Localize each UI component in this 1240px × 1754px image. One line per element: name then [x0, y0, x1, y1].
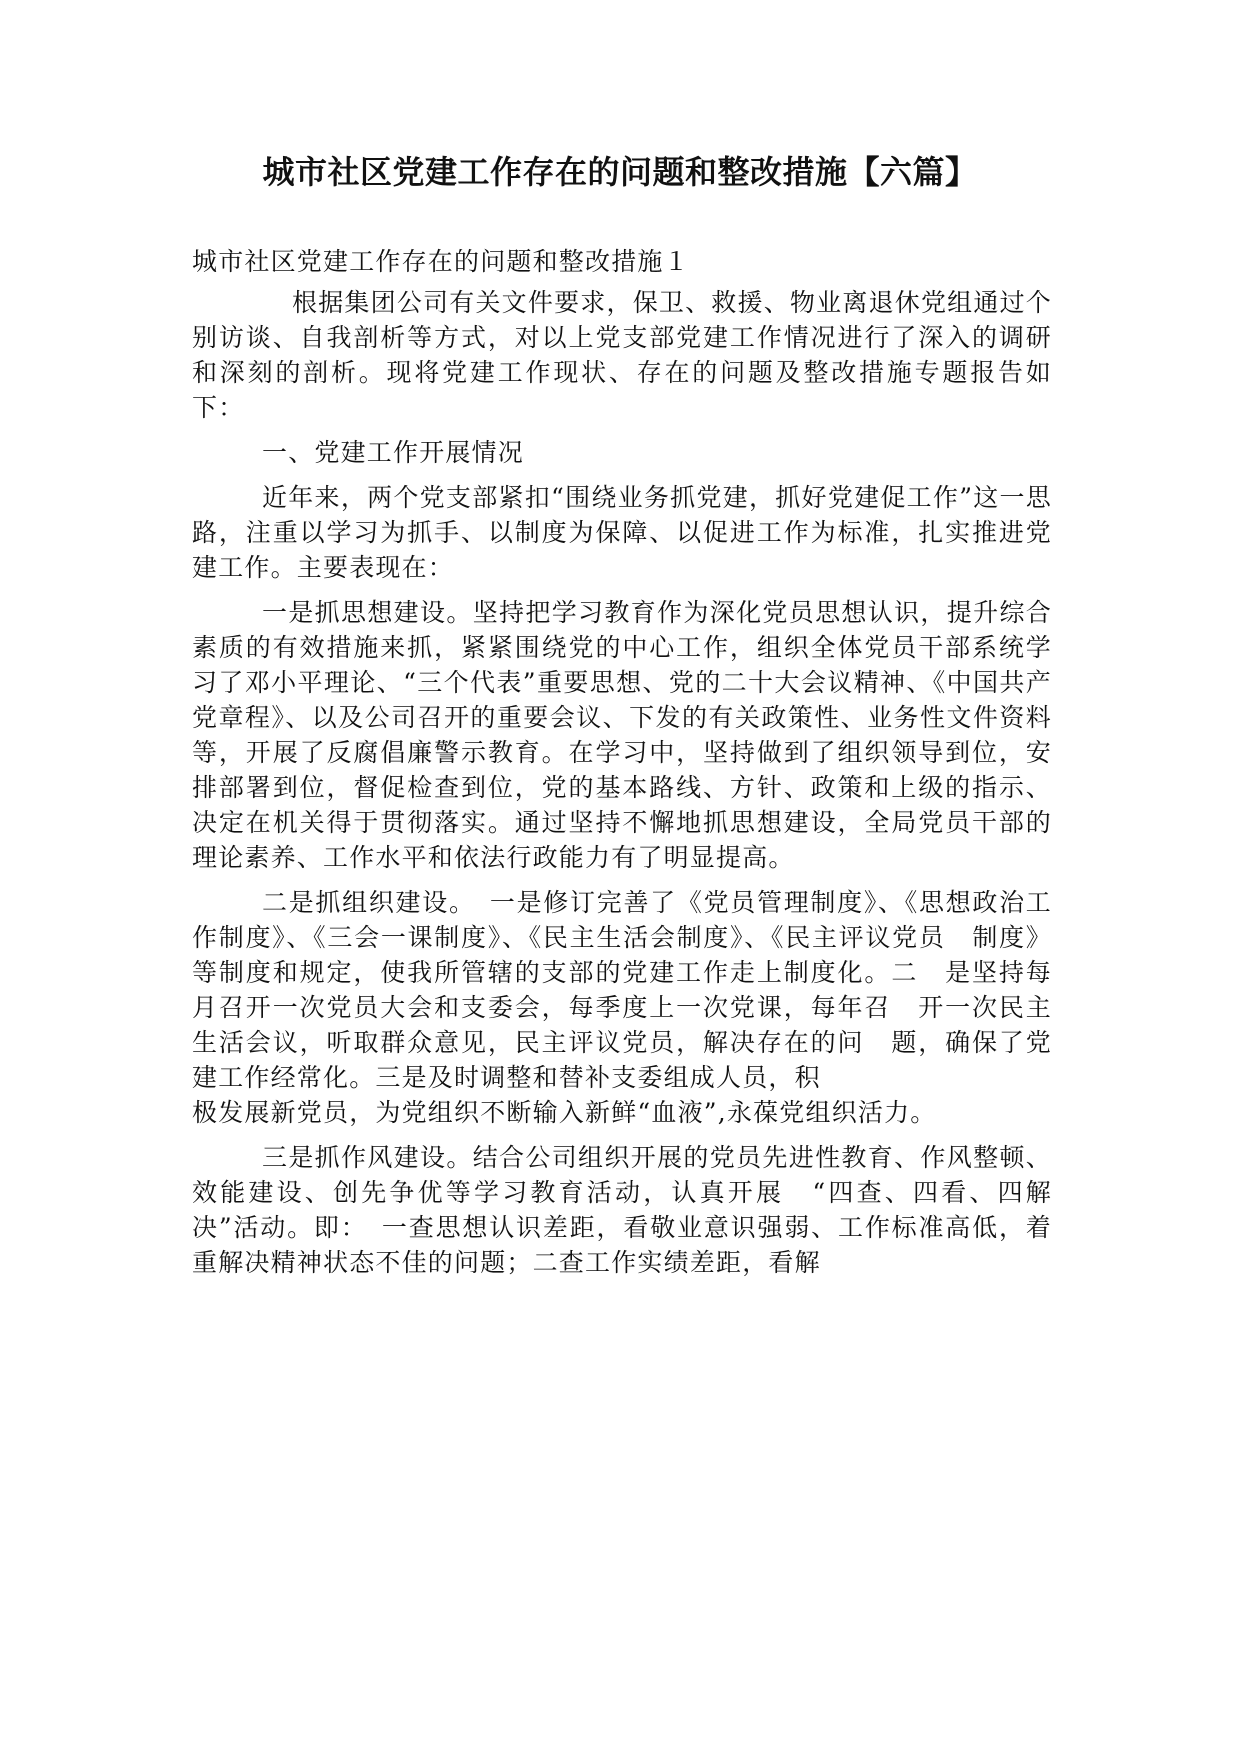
document-title: 城市社区党建工作存在的问题和整改措施【六篇】: [262, 153, 978, 191]
paragraph-workstyle: 三是抓作风建设。结合公司组织开展的党员先进性教育、作风整顿、效能建设、创先争优等学习教育活动，认真开展 “四查、四看、四解决”活动。即： 一查思想认识差距，看敬业意识强弱、工作标准高低，着重解决精神状态不佳的问题；二查工作实绩差距，看解: [192, 1143, 1052, 1277]
paragraph-organization-cont: 极发展新党员，为党组织不断输入新鲜“血液”,永葆党组织活力。: [192, 1098, 937, 1127]
section-heading-1: 一、党建工作开展情况: [262, 438, 525, 467]
section-subtitle: 城市社区党建工作存在的问题和整改措施１: [192, 247, 690, 276]
paragraph-intro: 根据集团公司有关文件要求，保卫、救援、物业离退休党组通过个别访谈、自我剖析等方式，对以上党支部党建工作情况进行了深入的调研和深刻的剖析。现将党建工作现状、存在的问题及整改措施专题报告如下：: [192, 288, 1052, 422]
paragraph-ideology: 一是抓思想建设。坚持把学习教育作为深化党员思想认识，提升综合素质的有效措施来抓，紧紧围绕党的中心工作，组织全体党员干部系统学习了邓小平理论、“三个代表”重要思想、党的二十大会议精神、《中国共产党章程》、以及公司召开的重要会议、下发的有关政策性、业务性文件资料等，开展了反腐倡廉警示教育。在学习中，坚持做到了组织领导到位，安排部署到位，督促检查到位，党的基本路线、方针、政策和上级的指示、决定在机关得于贯彻落实。通过坚持不懈地抓思想建设，全局党员干部的理论素养、工作水平和依法行政能力有了明显提高。: [192, 598, 1052, 872]
paragraph-overview: 近年来，两个党支部紧扣“围绕业务抓党建，抓好党建促工作”这一思路，注重以学习为抓手、以制度为保障、以促进工作为标准，扎实推进党建工作。主要表现在：: [192, 483, 1052, 582]
paragraph-organization: 二是抓组织建设。 一是修订完善了《党员管理制度》、《思想政治工作制度》、《三会一课制度》、《民主生活会制度》、《民主评议党员 制度》等制度和规定，使我所管辖的支部的党建工作走上制度化。二 是坚持每月召开一次党员大会和支委会，每季度上一次党课，每年召 开一次民主生活会议，听取群众意见，民主评议党员，解决存在的问 题，确保了党建工作经常化。三是及时调整和替补支委组成人员，积: [192, 888, 1052, 1092]
document-body: [192, 244, 1052, 1280]
